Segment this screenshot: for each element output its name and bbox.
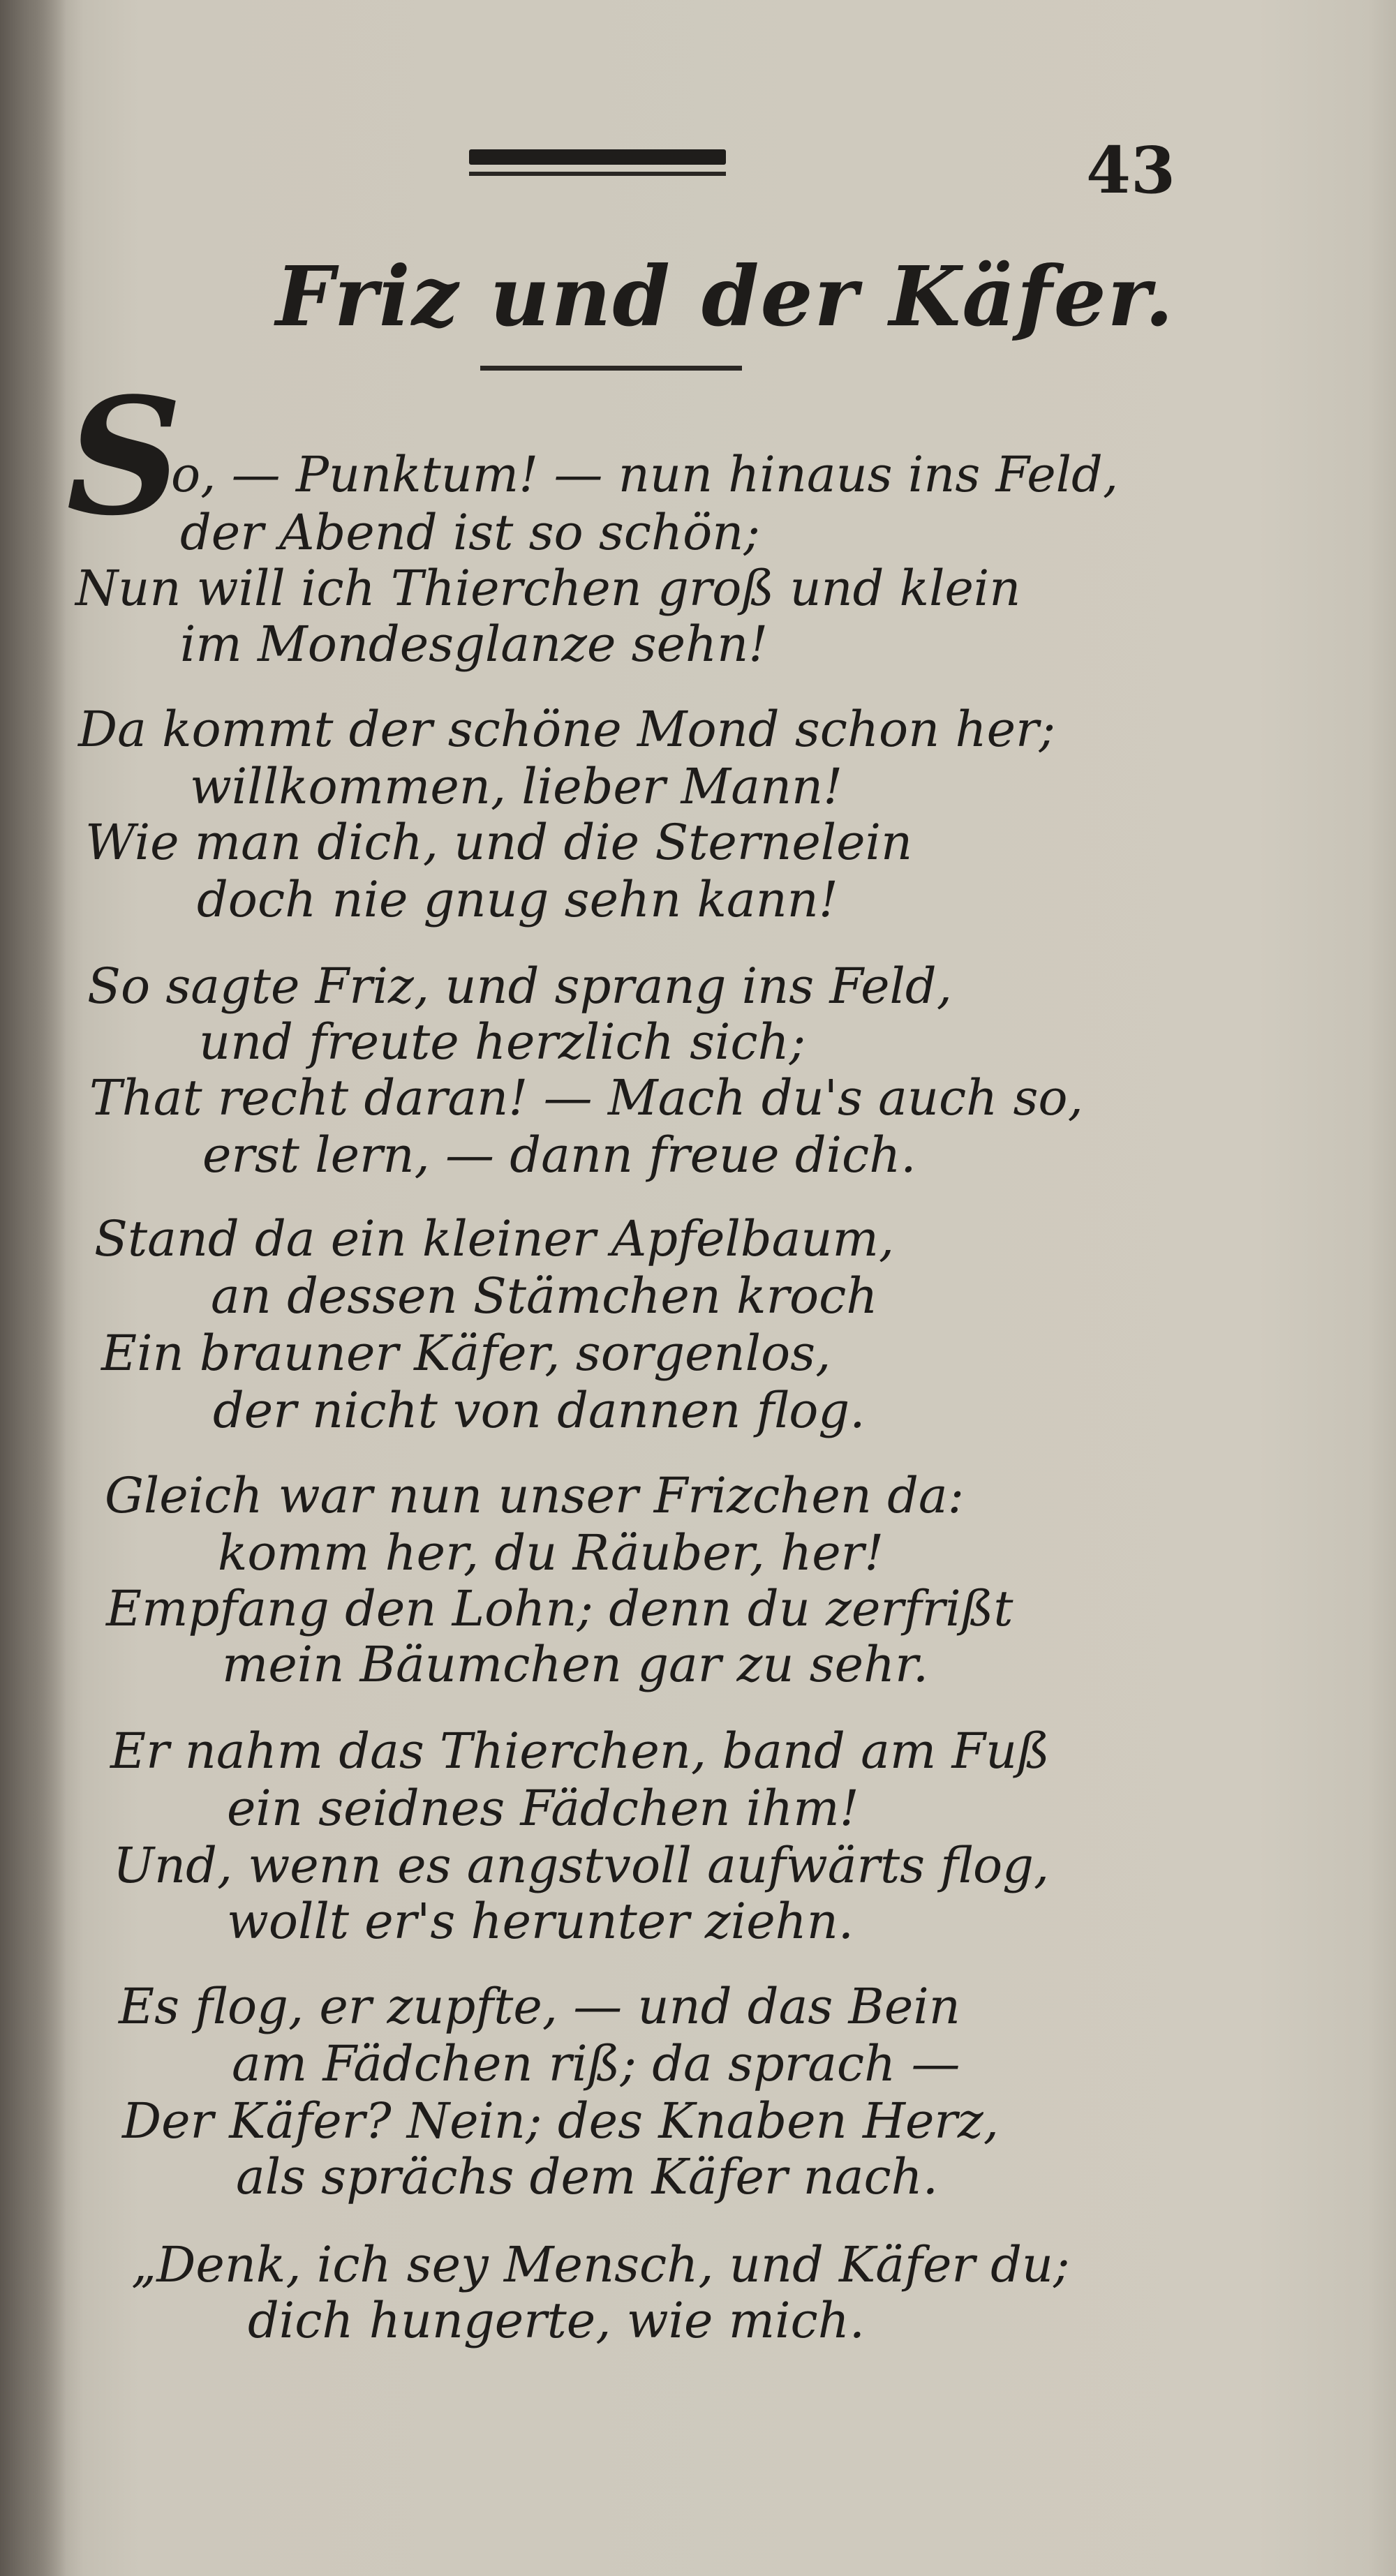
poem-line: o, — Punktum! — nun hinaus ins Feld, xyxy=(171,446,1119,503)
poem-line: erst lern, — dann freue dich. xyxy=(202,1126,916,1184)
poem-title: Friz und der Käfer. xyxy=(276,248,1175,345)
poem-line: ein seidnes Fädchen ihm! xyxy=(227,1780,859,1837)
poem-line: Ein brauner Käfer, sorgenlos, xyxy=(101,1325,831,1382)
drop-cap: S xyxy=(66,363,183,551)
poem-line: mein Bäumchen gar zu sehr. xyxy=(222,1636,929,1693)
poem-line: komm her, du Räuber, her! xyxy=(218,1524,884,1581)
page-number: 43 xyxy=(1086,133,1176,208)
poem-line: an dessen Stämchen kroch xyxy=(211,1267,878,1325)
poem-line: willkommen, lieber Mann! xyxy=(190,758,843,815)
page-gutter-shadow xyxy=(0,0,66,2576)
poem-line: der Abend ist so schön; xyxy=(180,504,760,561)
poem-line: wollt er's herunter ziehn. xyxy=(227,1893,854,1950)
poem-line: und freute herzlich sich; xyxy=(199,1013,806,1071)
poem-line: „Denk, ich sey Mensch, und Käfer du; xyxy=(131,2236,1070,2293)
poem-line: Nun will ich Thierchen groß und klein xyxy=(75,560,1021,617)
poem-line: am Fädchen riß; da sprach — xyxy=(232,2035,960,2092)
poem-line: Da kommt der schöne Mond schon her; xyxy=(78,701,1056,758)
header-thin-rule xyxy=(469,172,726,176)
poem-line: Stand da ein kleiner Apfelbaum, xyxy=(94,1210,895,1267)
poem-line: doch nie gnug sehn kann! xyxy=(197,871,838,928)
poem-line: als sprächs dem Käfer nach. xyxy=(236,2148,938,2205)
poem-line: So sagte Friz, und sprang ins Feld, xyxy=(87,958,952,1015)
poem-line: Der Käfer? Nein; des Knaben Herz, xyxy=(122,2092,1000,2150)
poem-line: Und, wenn es angstvoll aufwärts flog, xyxy=(113,1837,1050,1894)
title-divider xyxy=(480,366,742,371)
poem-line: Er nahm das Thierchen, band am Fuß xyxy=(110,1722,1050,1780)
poem-line: Empfang den Lohn; denn du zerfrißt xyxy=(106,1580,1013,1637)
poem-line: dich hungerte, wie mich. xyxy=(248,2292,866,2349)
poem-line: der nicht von dannen flog. xyxy=(213,1382,866,1439)
header-ornament-rule xyxy=(469,149,726,165)
poem-line: Gleich war nun unser Frizchen da: xyxy=(105,1467,965,1524)
poem-line: That recht daran! — Mach du's auch so, xyxy=(89,1069,1083,1126)
poem-line: Es flog, er zupfte, — und das Bein xyxy=(119,1978,960,2035)
poem-line: Wie man dich, und die Sternelein xyxy=(85,814,913,871)
poem-line: im Mondesglanze sehn! xyxy=(180,616,768,673)
